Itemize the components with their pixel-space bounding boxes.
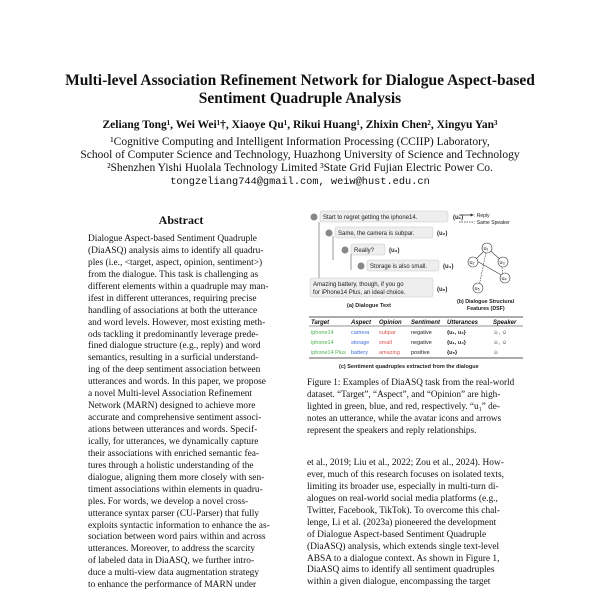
utterance-text: Amazing battery, though, if you go [313,282,404,288]
figure-1 [307,208,525,376]
table-cell: iphone14 [311,330,334,336]
utterance-text: Start to regret getting the iphone14. [323,215,418,221]
dialogue-structure-graph [457,243,515,312]
utterance-text: Storage is also small. [370,264,428,270]
utterance-text: Really? [354,248,375,254]
table-cell: negative [411,330,432,336]
table-cell: iphone14 Plus [311,350,346,356]
title-line-2: Sentiment Quadruple Analysis [198,90,402,107]
panel-c-label: (c) Sentiment quadruples extracted from the dialogue [339,364,479,370]
abstract-line: dialogue, aligning them more closely with sen- [88,472,265,483]
body-line: lenge, Li et al. (2023a) pioneered the development [307,517,497,528]
table-cell: ☺ [493,350,499,356]
table-header: Utterances [447,320,479,326]
abstract-line: a novel Multi-level Association Refinement [88,389,253,400]
caption-line: dataset. “Target”, “Aspect”, and “Opinion” are high- [307,388,501,399]
abstract-line: from the dialogue. This task is challenging as [88,269,259,280]
body-line: et al., 2019; Liu et al., 2022; Zou et al., 2024). How- [307,458,504,468]
graph-node-label: u₅ [474,286,480,292]
table-cell: iphone14 [311,340,334,346]
abstract-line: handling of associations at both the utterance [88,305,258,316]
author-list: Zeliang Tong¹, Wei Wei¹†, Xiaoye Qu¹, Rikui Huang¹, Zhixin Chen², Xingyu Yan³ [102,119,498,131]
abstract-line: ifest in different utterances, requiring precise [88,293,257,304]
abstract-body [88,234,274,592]
graph-node-label: u₄ [501,276,507,282]
body-line: of Dialogue Aspect-based Sentiment Quadruple [307,529,487,540]
utterance-id: (u₁) [453,215,464,221]
abstract-line: their associations with enriched semantic fea- [88,448,260,459]
body-line: (DiaASQ) analysis, which extends single text-level [307,541,500,552]
abstract-line: ods tackling it predominantly leverage prede- [88,329,259,340]
caption-line: notes an utterance, while the avatar icons and arrows [307,412,502,423]
abstract-line: utterance syntax parser (CU-Parser) that fully [88,508,260,519]
abstract-line: utterances and words. In this paper, we propose [88,377,266,388]
caption-line: lighted in green, blue, and red, respectively. “u₁” de- [307,400,500,411]
dialogue-text-panel [310,211,463,309]
title-line-1: Multi-level Association Refinement Network for Dialogue Aspect-based [65,72,535,89]
table-header: Target [311,320,330,326]
table-cell: {u₅} [447,350,458,356]
legend-reply: : Reply [474,213,490,219]
body-line: Twitter, Facebook, TikTok). To overcome this chal- [307,505,501,516]
table-cell: amazing [379,350,400,356]
author-emails: tongzeliang744@gmail.com, weiw@hust.edu.cn [170,176,430,188]
affiliation-3: ²Shenzhen Yishi Huolala Technology Limited ³State Grid Fujian Electric Power Co. [107,162,493,174]
table-cell: subpar [379,330,396,336]
panel-b-label-2: Features (DSF) [467,306,505,312]
abstract-line: fined dialogue structure (e.g., reply) and word [88,341,261,352]
speaker-avatar [326,230,333,237]
utterance-id: (u₄) [443,264,454,270]
abstract-line: timent associations within elements in quadru- [88,484,263,495]
body-line: ever, much of this research focuses on isolated texts, [307,469,504,480]
abstract-line: ing of the deep sentiment association between [88,365,261,376]
abstract-line: ples (i.e., <target, aspect, opinion, sentiment>) [88,257,263,268]
utterance-text: Same, the camera is subpar. [338,231,415,237]
speaker-avatar [311,214,318,221]
abstract-line: accurate and comprehensive sentiment associ- [88,413,262,424]
abstract-line: exploits syntactic information to enhance the as- [88,520,270,531]
table-cell: positive [411,350,430,356]
abstract-line: ations between utterances and words. Specif- [88,425,258,435]
abstract-line: semantics, resulting in a surficial understand- [88,353,259,364]
panel-b-label-1: (b) Dialogue Structural [457,299,515,305]
speaker-avatar [358,263,365,270]
abstract-line: ples. For words, we develop a novel cross- [88,496,249,507]
abstract-line: and word levels. However, most existing meth- [88,317,266,328]
utterance-id: (u₅) [437,287,448,293]
body-line: alogues on real-world social media platforms (e.g., [307,493,498,504]
table-header: Speaker [493,320,517,326]
table-cell: storage [351,340,370,346]
abstract-line: sociation between word pairs within and across [88,532,266,543]
table-header: Sentiment [411,320,441,326]
figure-1-caption [307,377,524,437]
figure-legend [459,213,510,226]
table-header: Aspect [351,320,372,326]
body-line: within a given dialogue, encompassing the target [307,577,491,588]
table-cell: battery [351,350,368,356]
body-line: limiting its broader use, especially in multi-turn di- [307,481,499,492]
speaker-avatar [342,247,349,254]
table-cell: camera [351,330,370,336]
utterance-text-continued: for iPhone14 Plus, an ideal choice. [313,290,406,296]
legend-same-speaker: : Same Speaker [474,220,510,226]
affiliation-1: ¹Cognitive Computing and Intelligent Information Processing (CCIIP) Laboratory, [110,136,490,148]
body-line: ABSA to a dialogue context. As shown in Figure 1, [307,553,500,564]
abstract-heading: Abstract [158,213,204,227]
graph-node-label: u₃ [499,260,505,266]
abstract-line: Dialogue Aspect-based Sentiment Quadruple [88,234,257,244]
table-cell: negative [411,340,432,346]
utterance-id: (u₂) [437,231,448,237]
abstract-line: Network (MARN) designed to achieve more [88,401,256,412]
abstract-line: duce a multi-view data augmentation strategy [88,568,260,579]
abstract-line: utterances. Moreover, to address the scarcity [88,544,256,555]
affiliation-2: School of Computer Science and Technology, Huazhong University of Science and Technology [80,149,520,161]
panel-a-label: (a) Dialogue Text [347,303,391,309]
abstract-line: different elements within a quadruple may man- [88,281,269,292]
caption-line: represent the speakers and reply relationships. [307,424,477,435]
table-cell: small [379,340,392,346]
table-cell: {u₁, u₄} [447,340,466,346]
abstract-line: to enhance the performance of MARN under [88,580,257,591]
paper-title [0,72,600,108]
body-line: DiaASQ aims to identify all sentiment quadruples [307,565,495,576]
abstract-line: (DiaASQ) analysis aims to identify all quadru- [88,245,264,256]
table-cell: ☺, ☺ [493,340,508,346]
caption-line: Figure 1: Examples of DiaASQ task from the real-world [307,377,515,387]
graph-node-label: u₁ [483,246,489,252]
table-cell: ☺, ☺ [493,330,508,336]
intro-body [307,458,524,589]
quadruple-table [309,317,523,370]
abstract-line: ically, for utterances, we dynamically capture [88,436,259,447]
graph-node-label: u₂ [469,260,475,266]
abstract-line: of labeled data in DiaASQ, we further intro- [88,556,255,567]
table-header: Opinion [379,320,402,326]
utterance-id: (u₃) [389,248,400,254]
abstract-line: tures through a holistic understanding of the [88,460,254,471]
table-cell: {u₁, u₂} [447,330,466,336]
